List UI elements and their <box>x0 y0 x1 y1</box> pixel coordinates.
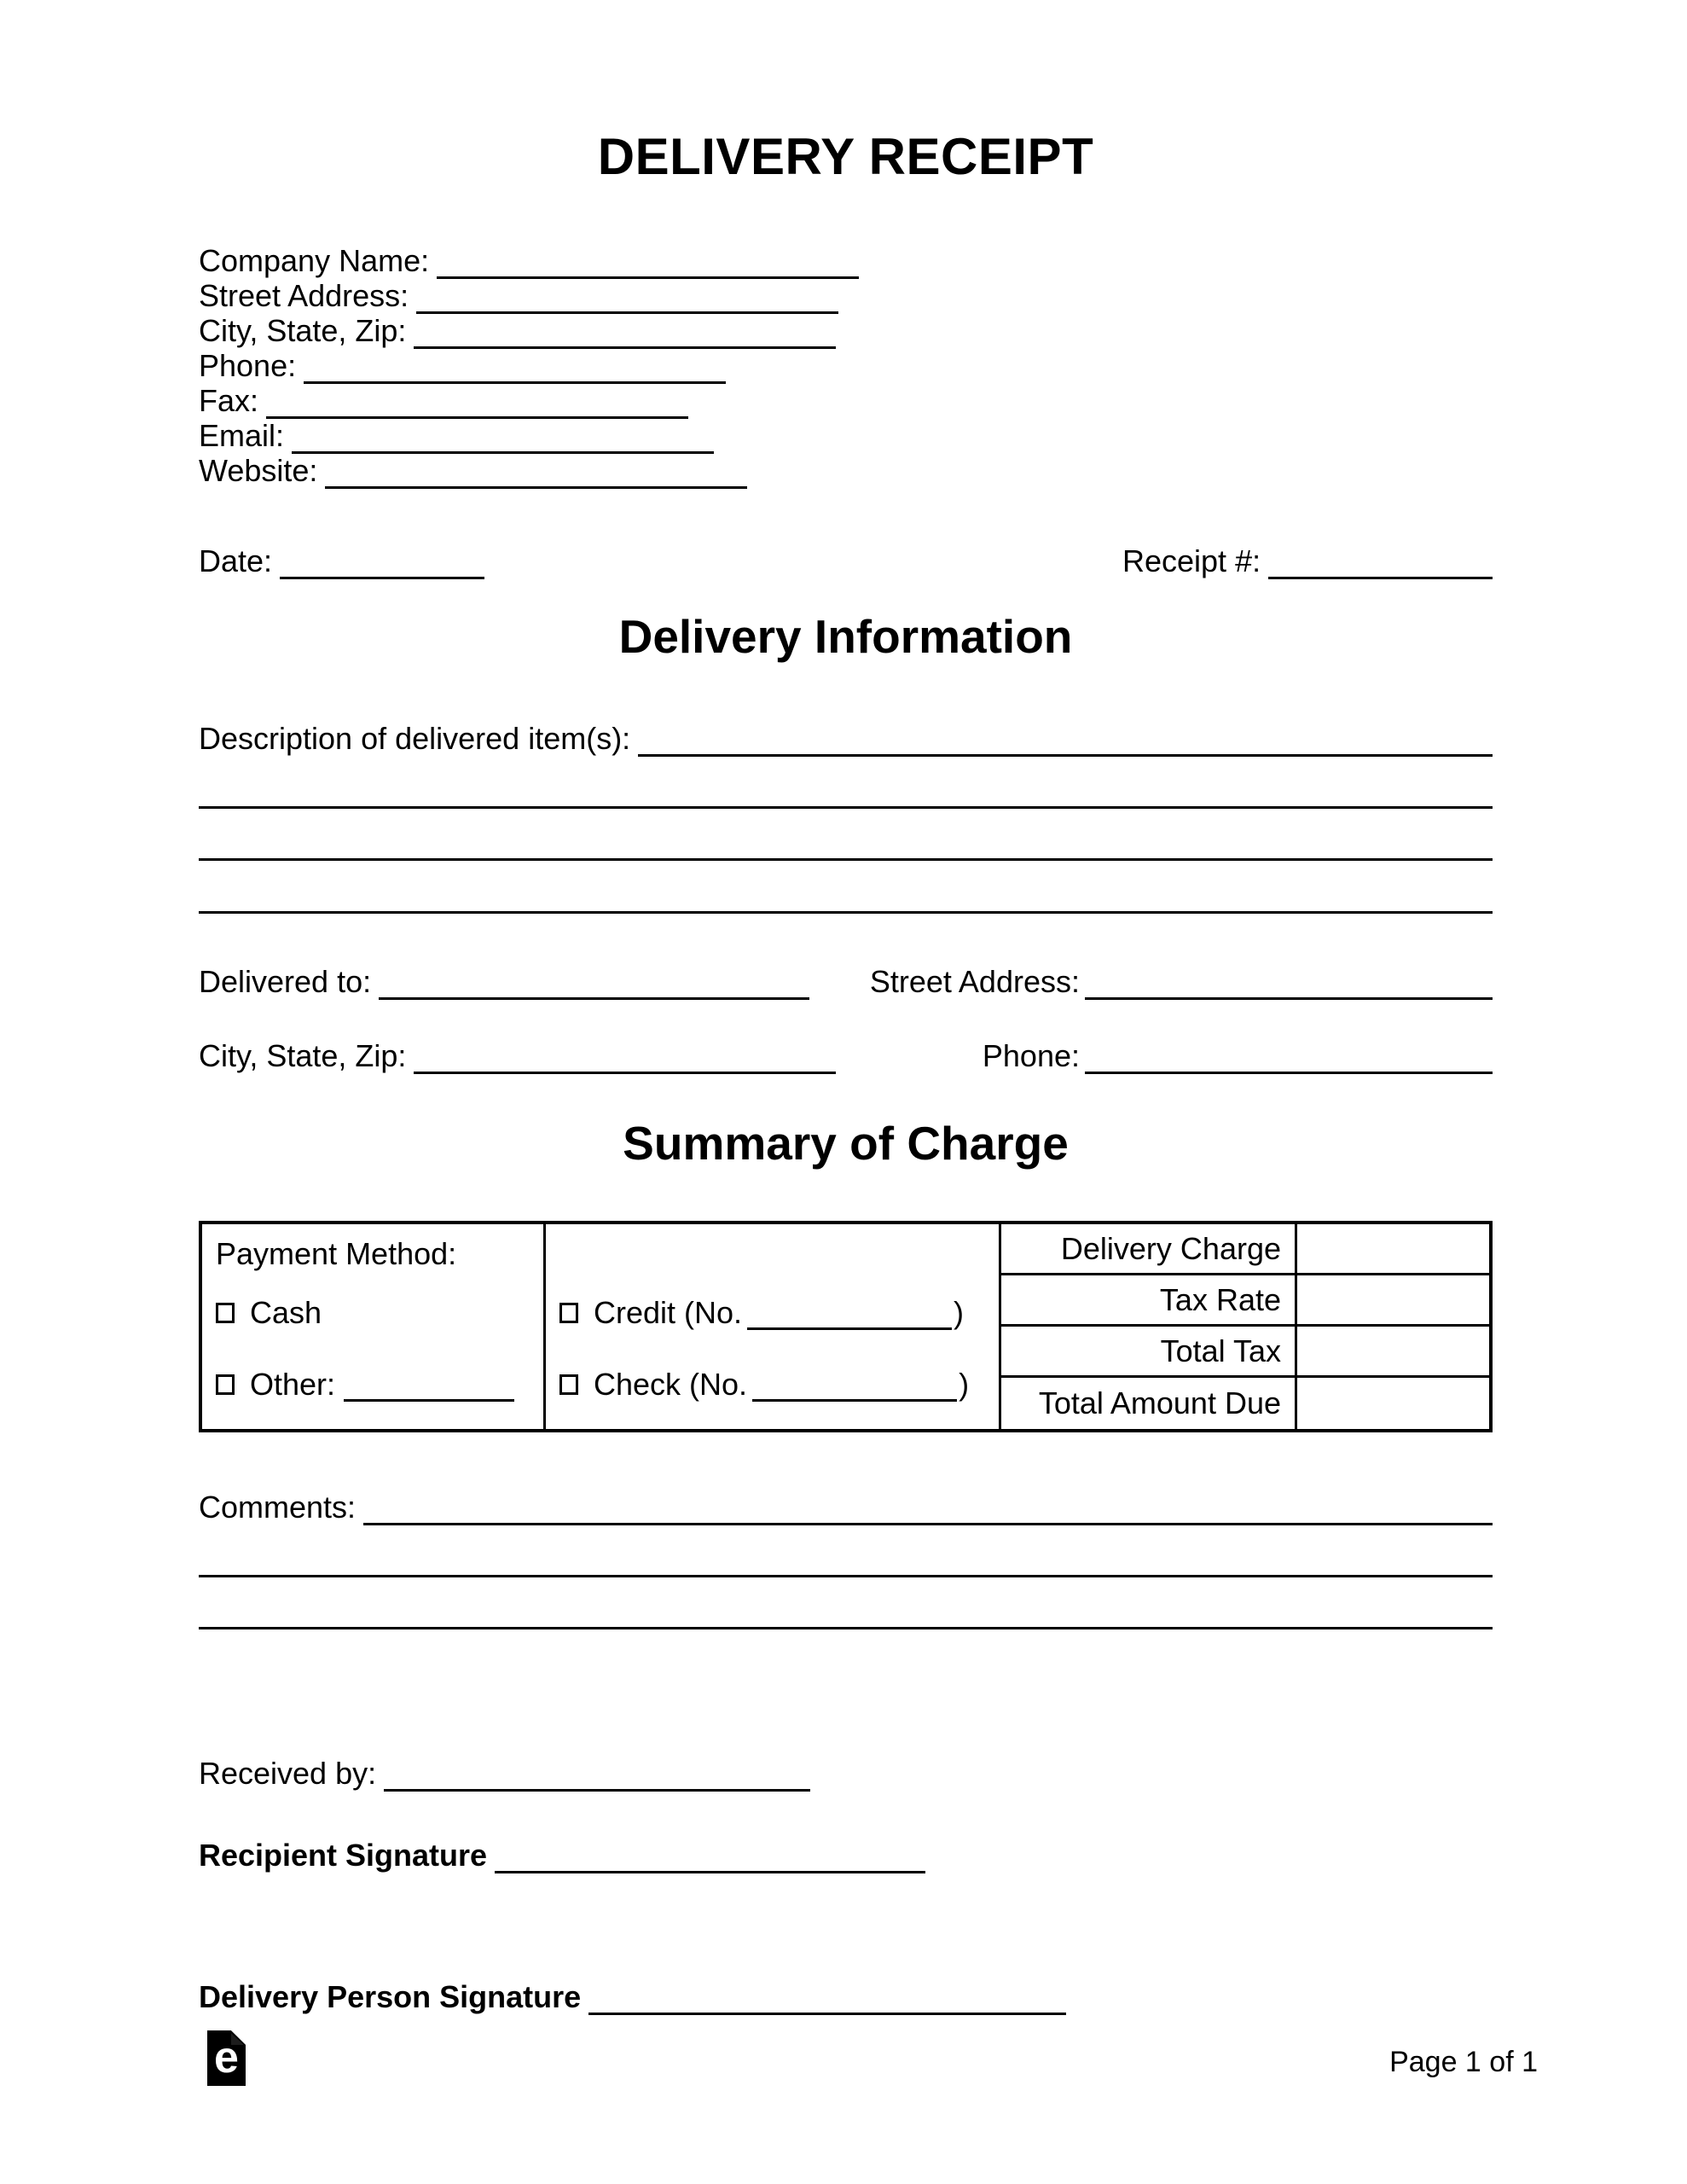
delivery-person-signature-line[interactable] <box>588 2005 1066 2015</box>
receipt-number-label: Receipt #: <box>1122 543 1261 578</box>
check-checkbox[interactable] <box>559 1374 578 1395</box>
comments-input-line-2[interactable] <box>199 1575 1493 1577</box>
credit-option <box>559 1296 964 1330</box>
company-email-row <box>199 419 859 454</box>
page-indicator: Page 1 of 1 <box>1389 2046 1538 2078</box>
company-phone-input-line[interactable] <box>304 374 726 384</box>
recipient-signature-field <box>199 1836 925 1873</box>
delivered-to-input-line[interactable] <box>379 990 809 1000</box>
comments-field <box>199 1488 1493 1525</box>
payment-method-label: Payment Method: <box>216 1236 457 1271</box>
company-info-block <box>199 244 859 489</box>
recipient-signature-line[interactable] <box>495 1863 925 1873</box>
receipt-number-input-line[interactable] <box>1268 569 1493 579</box>
delivery-citystatezip-field <box>199 1037 836 1074</box>
total-tax-label: Total Tax <box>1001 1327 1297 1378</box>
company-citystatezip-label: City, State, Zip: <box>199 313 407 348</box>
company-phone-row <box>199 349 859 384</box>
company-fax-row <box>199 384 859 419</box>
company-email-label: Email: <box>199 418 285 453</box>
received-by-label: Received by: <box>199 1756 377 1791</box>
total-amount-due-value[interactable] <box>1297 1378 1489 1429</box>
company-website-input-line[interactable] <box>325 479 747 489</box>
company-citystatezip-row <box>199 314 859 349</box>
company-fax-input-line[interactable] <box>266 409 688 419</box>
delivery-charge-label: Delivery Charge <box>1001 1224 1297 1275</box>
payment-method-cell <box>202 1224 546 1429</box>
description-input-line-2[interactable] <box>199 806 1493 809</box>
delivery-person-signature-label: Delivery Person Signature <box>199 1979 582 2014</box>
cash-checkbox[interactable] <box>216 1303 235 1323</box>
total-amount-due-label: Total Amount Due <box>1001 1378 1297 1429</box>
description-input-line-1[interactable] <box>638 746 1493 757</box>
other-input-line[interactable] <box>344 1376 514 1402</box>
delivery-phone-label: Phone: <box>982 1038 1080 1073</box>
comments-label: Comments: <box>199 1490 357 1525</box>
date-field <box>199 542 484 579</box>
company-phone-label: Phone: <box>199 348 297 383</box>
page-title: DELIVERY RECEIPT <box>597 128 1094 185</box>
delivery-citystatezip-label: City, State, Zip: <box>199 1038 407 1073</box>
delivery-phone-input-line[interactable] <box>1085 1064 1493 1074</box>
description-input-line-4[interactable] <box>199 911 1493 914</box>
received-by-field <box>199 1754 810 1792</box>
company-fax-label: Fax: <box>199 383 259 418</box>
company-street-label: Street Address: <box>199 278 409 313</box>
delivery-information-heading: Delivery Information <box>618 610 1073 663</box>
description-field <box>199 719 1493 757</box>
credit-number-input-line[interactable] <box>747 1304 952 1330</box>
eforms-logo <box>207 2030 246 2086</box>
delivery-phone-field <box>867 1037 1493 1074</box>
comments-input-line-1[interactable] <box>363 1515 1493 1525</box>
other-checkbox[interactable] <box>216 1374 235 1395</box>
other-option <box>216 1368 514 1402</box>
company-citystatezip-input-line[interactable] <box>414 339 836 349</box>
description-label: Description of delivered item(s): <box>199 721 631 756</box>
check-option <box>559 1368 969 1402</box>
delivery-street-address-field <box>867 962 1493 1000</box>
credit-option-label: Credit (No. <box>594 1295 743 1330</box>
delivery-charge-value[interactable] <box>1297 1224 1489 1275</box>
company-email-input-line[interactable] <box>292 444 714 454</box>
description-input-line-3[interactable] <box>199 858 1493 861</box>
credit-checkbox[interactable] <box>559 1303 578 1323</box>
delivery-person-signature-field <box>199 1978 1066 2015</box>
company-name-row <box>199 244 859 279</box>
delivery-street-address-label: Street Address: <box>869 964 1080 999</box>
comments-input-line-3[interactable] <box>199 1627 1493 1629</box>
date-input-line[interactable] <box>280 569 484 579</box>
tax-rate-value[interactable] <box>1297 1275 1489 1327</box>
check-option-label: Check (No. <box>594 1367 748 1402</box>
tax-rate-label: Tax Rate <box>1001 1275 1297 1327</box>
date-label: Date: <box>199 543 273 578</box>
cash-option-label: Cash <box>250 1295 322 1330</box>
summary-of-charge-heading: Summary of Charge <box>623 1117 1069 1170</box>
delivery-citystatezip-input-line[interactable] <box>414 1064 836 1074</box>
eforms-logo-letter: e <box>214 2033 239 2082</box>
delivered-to-label: Delivered to: <box>199 964 372 999</box>
company-name-input-line[interactable] <box>437 269 859 279</box>
credit-check-cell <box>546 1224 1001 1429</box>
delivered-to-field <box>199 962 809 1000</box>
delivery-street-address-input-line[interactable] <box>1085 990 1493 1000</box>
check-close-paren: ) <box>959 1367 970 1402</box>
cash-option <box>216 1296 322 1330</box>
credit-close-paren: ) <box>954 1295 965 1330</box>
other-option-label: Other: <box>250 1367 336 1402</box>
total-tax-value[interactable] <box>1297 1327 1489 1378</box>
summary-of-charge-table <box>199 1221 1493 1432</box>
company-street-input-line[interactable] <box>416 304 838 314</box>
received-by-input-line[interactable] <box>384 1781 810 1792</box>
company-name-label: Company Name: <box>199 243 430 278</box>
company-website-label: Website: <box>199 453 318 488</box>
receipt-number-field <box>1122 542 1493 579</box>
recipient-signature-label: Recipient Signature <box>199 1838 488 1873</box>
company-website-row <box>199 454 859 489</box>
company-street-row <box>199 279 859 314</box>
check-number-input-line[interactable] <box>752 1376 957 1402</box>
